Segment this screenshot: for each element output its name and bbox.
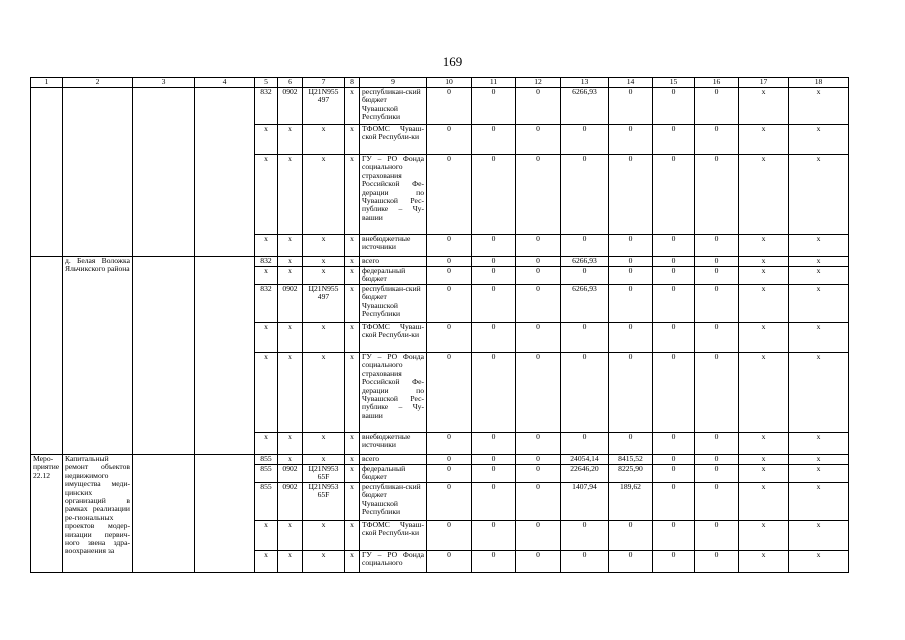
value-cell: 0 xyxy=(695,257,739,267)
col5-cell: x xyxy=(255,551,278,573)
col9-cell: республикан-ский бюджет Чувашской Республики xyxy=(360,285,427,323)
value-cell: 0 xyxy=(695,465,739,483)
value-cell: 0 xyxy=(653,235,695,257)
value-cell: 0 xyxy=(653,125,695,155)
col6-cell: 0902 xyxy=(278,88,303,125)
col7-cell: x xyxy=(303,267,345,285)
col9-cell: ТФОМС Чуваш-ской Республи-ки xyxy=(360,125,427,155)
value-cell: 8225,90 xyxy=(609,465,653,483)
value-cell: 0 xyxy=(427,455,472,465)
value-cell: 0 xyxy=(561,267,609,285)
value-cell: 0 xyxy=(516,267,561,285)
col2-cell: д. Белая Воложка Яльчикского района xyxy=(63,257,133,455)
value-cell: 0 xyxy=(472,267,516,285)
value-cell: 0 xyxy=(427,125,472,155)
value-cell: 0 xyxy=(695,235,739,257)
value-cell: 0 xyxy=(427,521,472,551)
col8-cell: x xyxy=(345,455,360,465)
col1-cell xyxy=(31,88,63,257)
col6-cell: x xyxy=(278,235,303,257)
value-cell: 0 xyxy=(427,433,472,455)
value-cell: 0 xyxy=(561,323,609,353)
value-cell: x xyxy=(739,455,789,465)
value-cell: 0 xyxy=(609,257,653,267)
value-cell: 0 xyxy=(472,155,516,235)
col8-cell: x xyxy=(345,433,360,455)
col7-cell: x xyxy=(303,155,345,235)
col7-cell: Ц21N953 65F xyxy=(303,465,345,483)
col6-cell: x xyxy=(278,433,303,455)
value-cell: 0 xyxy=(516,235,561,257)
column-header: 6 xyxy=(278,78,303,88)
col7-cell: x xyxy=(303,125,345,155)
col5-cell: x xyxy=(255,323,278,353)
value-cell: 0 xyxy=(609,125,653,155)
value-cell: 0 xyxy=(653,267,695,285)
value-cell: 0 xyxy=(427,285,472,323)
value-cell: 6266,93 xyxy=(561,257,609,267)
value-cell: 0 xyxy=(472,257,516,267)
col5-cell: x xyxy=(255,125,278,155)
value-cell: x xyxy=(789,483,849,521)
value-cell: 0 xyxy=(427,465,472,483)
value-cell: x xyxy=(789,285,849,323)
col9-cell: федеральный бюджет xyxy=(360,267,427,285)
value-cell: 0 xyxy=(472,455,516,465)
col3-cell xyxy=(133,257,195,455)
value-cell: 0 xyxy=(653,323,695,353)
col2-cell: Капитальный ремонт объектов недвижимого имущества меди-цинских организаций в рамках реализации ре-гиональных проектов модер-низации первич-ного звена здра-воохранения за xyxy=(63,455,133,573)
col7-cell: Ц21N953 65F xyxy=(303,483,345,521)
value-cell: x xyxy=(789,455,849,465)
col7-cell: x xyxy=(303,235,345,257)
table-body xyxy=(31,78,849,573)
col5-cell: x xyxy=(255,235,278,257)
value-cell: 0 xyxy=(653,155,695,235)
col8-cell: x xyxy=(345,353,360,433)
col8-cell: x xyxy=(345,235,360,257)
col8-cell: x xyxy=(345,125,360,155)
col5-cell: x xyxy=(255,353,278,433)
col6-cell: x xyxy=(278,323,303,353)
col5-cell: x xyxy=(255,433,278,455)
column-header: 3 xyxy=(133,78,195,88)
column-header: 7 xyxy=(303,78,345,88)
value-cell: x xyxy=(739,88,789,125)
table-row xyxy=(31,257,849,267)
value-cell: 0 xyxy=(695,155,739,235)
col6-cell: 0902 xyxy=(278,285,303,323)
value-cell: 0 xyxy=(472,433,516,455)
value-cell: 0 xyxy=(472,353,516,433)
value-cell: 0 xyxy=(653,353,695,433)
value-cell: 0 xyxy=(472,88,516,125)
value-cell: x xyxy=(789,125,849,155)
value-cell: 0 xyxy=(609,521,653,551)
column-header: 12 xyxy=(516,78,561,88)
col3-cell xyxy=(133,455,195,573)
value-cell: 24054,14 xyxy=(561,455,609,465)
value-cell: 0 xyxy=(516,521,561,551)
col6-cell: x xyxy=(278,455,303,465)
value-cell: 0 xyxy=(427,88,472,125)
col7-cell: Ц21N955 497 xyxy=(303,88,345,125)
value-cell: x xyxy=(789,433,849,455)
value-cell: 0 xyxy=(695,353,739,433)
value-cell: x xyxy=(789,235,849,257)
value-cell: x xyxy=(789,465,849,483)
col7-cell: x xyxy=(303,433,345,455)
col5-cell: 832 xyxy=(255,285,278,323)
col9-cell: федеральный бюджет xyxy=(360,465,427,483)
value-cell: 0 xyxy=(653,433,695,455)
column-header: 1 xyxy=(31,78,63,88)
col3-cell xyxy=(133,88,195,257)
value-cell: 0 xyxy=(472,125,516,155)
value-cell: 0 xyxy=(653,483,695,521)
value-cell: 0 xyxy=(472,323,516,353)
value-cell: x xyxy=(789,257,849,267)
col6-cell: x xyxy=(278,257,303,267)
value-cell: 0 xyxy=(695,285,739,323)
value-cell: x xyxy=(739,155,789,235)
column-header: 11 xyxy=(472,78,516,88)
value-cell: 0 xyxy=(653,88,695,125)
value-cell: 0 xyxy=(695,521,739,551)
col7-cell: x xyxy=(303,257,345,267)
col8-cell: x xyxy=(345,465,360,483)
column-header: 17 xyxy=(739,78,789,88)
value-cell: 0 xyxy=(609,353,653,433)
column-header: 18 xyxy=(789,78,849,88)
col5-cell: 855 xyxy=(255,483,278,521)
value-cell: 0 xyxy=(516,285,561,323)
value-cell: 0 xyxy=(609,285,653,323)
value-cell: 0 xyxy=(472,285,516,323)
col9-cell: ГУ – РО Фонда социального страхования Российской Фе-дерации по Чувашской Рес-публике – Чу-вашии xyxy=(360,155,427,235)
value-cell: x xyxy=(739,323,789,353)
col8-cell: x xyxy=(345,267,360,285)
value-cell: x xyxy=(739,521,789,551)
col8-cell: x xyxy=(345,551,360,573)
value-cell: 0 xyxy=(472,483,516,521)
value-cell: 0 xyxy=(609,267,653,285)
col5-cell: x xyxy=(255,155,278,235)
col7-cell: x xyxy=(303,455,345,465)
value-cell: 0 xyxy=(561,433,609,455)
value-cell: 0 xyxy=(653,455,695,465)
value-cell: x xyxy=(739,551,789,573)
value-cell: 0 xyxy=(561,551,609,573)
value-cell: 0 xyxy=(516,551,561,573)
col7-cell: x xyxy=(303,353,345,433)
col1-cell: Меро-приятие 22.12 xyxy=(31,455,63,573)
value-cell: 0 xyxy=(516,323,561,353)
value-cell: 0 xyxy=(516,155,561,235)
value-cell: 0 xyxy=(516,455,561,465)
col6-cell: 0902 xyxy=(278,465,303,483)
col6-cell: x xyxy=(278,155,303,235)
value-cell: 0 xyxy=(516,483,561,521)
col9-cell: республикан-ский бюджет Чувашской Республики xyxy=(360,483,427,521)
col7-cell: x xyxy=(303,323,345,353)
col5-cell: 855 xyxy=(255,465,278,483)
value-cell: 0 xyxy=(427,257,472,267)
table-row xyxy=(31,455,849,465)
col9-cell: внебюджетные источники xyxy=(360,235,427,257)
value-cell: 0 xyxy=(561,155,609,235)
col8-cell: x xyxy=(345,257,360,267)
value-cell: 0 xyxy=(695,433,739,455)
col9-cell: ТФОМС Чуваш-ской Республи-ки xyxy=(360,323,427,353)
value-cell: x xyxy=(789,521,849,551)
col7-cell: Ц21N955 497 xyxy=(303,285,345,323)
value-cell: 0 xyxy=(653,551,695,573)
value-cell: 0 xyxy=(427,155,472,235)
value-cell: 0 xyxy=(561,521,609,551)
col9-cell: внебюджетные источники xyxy=(360,433,427,455)
value-cell: x xyxy=(739,433,789,455)
value-cell: 0 xyxy=(695,455,739,465)
value-cell: 0 xyxy=(695,88,739,125)
col8-cell: x xyxy=(345,521,360,551)
col8-cell: x xyxy=(345,323,360,353)
value-cell: 0 xyxy=(653,285,695,323)
col5-cell: x xyxy=(255,521,278,551)
column-header: 4 xyxy=(195,78,255,88)
value-cell: 0 xyxy=(427,551,472,573)
value-cell: x xyxy=(739,285,789,323)
col8-cell: x xyxy=(345,88,360,125)
value-cell: 0 xyxy=(472,465,516,483)
value-cell: x xyxy=(789,323,849,353)
column-header: 8 xyxy=(345,78,360,88)
col2-cell xyxy=(63,88,133,257)
col4-cell xyxy=(195,88,255,257)
value-cell: x xyxy=(789,353,849,433)
value-cell: 0 xyxy=(609,433,653,455)
value-cell: 189,62 xyxy=(609,483,653,521)
value-cell: 0 xyxy=(427,353,472,433)
value-cell: 0 xyxy=(427,267,472,285)
col5-cell: x xyxy=(255,267,278,285)
col9-cell: всего xyxy=(360,257,427,267)
value-cell: 0 xyxy=(516,257,561,267)
value-cell: 22646,20 xyxy=(561,465,609,483)
col7-cell: x xyxy=(303,551,345,573)
value-cell: 0 xyxy=(561,125,609,155)
value-cell: 0 xyxy=(561,353,609,433)
value-cell: x xyxy=(789,88,849,125)
col6-cell: 0902 xyxy=(278,483,303,521)
value-cell: x xyxy=(789,551,849,573)
value-cell: 8415,52 xyxy=(609,455,653,465)
value-cell: 0 xyxy=(609,323,653,353)
value-cell: 0 xyxy=(516,353,561,433)
column-header: 9 xyxy=(360,78,427,88)
value-cell: 0 xyxy=(516,433,561,455)
col6-cell: x xyxy=(278,521,303,551)
col9-cell: всего xyxy=(360,455,427,465)
header-row xyxy=(31,78,849,88)
value-cell: 0 xyxy=(695,323,739,353)
value-cell: 0 xyxy=(427,483,472,521)
col8-cell: x xyxy=(345,483,360,521)
value-cell: 0 xyxy=(695,125,739,155)
col9-cell: ГУ – РО Фонда социального страхования Российской Фе-дерации по Чувашской Рес-публике – Чу-вашии xyxy=(360,353,427,433)
value-cell: x xyxy=(739,353,789,433)
col6-cell: x xyxy=(278,125,303,155)
value-cell: x xyxy=(739,483,789,521)
budget-table xyxy=(30,77,849,573)
value-cell: x xyxy=(739,257,789,267)
value-cell: 0 xyxy=(695,267,739,285)
value-cell: 0 xyxy=(561,235,609,257)
value-cell: x xyxy=(739,267,789,285)
value-cell: 0 xyxy=(695,483,739,521)
table-row xyxy=(31,88,849,125)
value-cell: 0 xyxy=(609,88,653,125)
value-cell: x xyxy=(789,155,849,235)
value-cell: 0 xyxy=(653,257,695,267)
col5-cell: 832 xyxy=(255,257,278,267)
value-cell: 0 xyxy=(609,235,653,257)
col9-cell: республикан-ский бюджет Чувашской Республики xyxy=(360,88,427,125)
col4-cell xyxy=(195,455,255,573)
col9-cell: ГУ – РО Фонда социального xyxy=(360,551,427,573)
col5-cell: 855 xyxy=(255,455,278,465)
value-cell: 6266,93 xyxy=(561,285,609,323)
column-header: 14 xyxy=(609,78,653,88)
value-cell: 0 xyxy=(472,551,516,573)
column-header: 15 xyxy=(653,78,695,88)
col5-cell: 832 xyxy=(255,88,278,125)
value-cell: 0 xyxy=(516,465,561,483)
col9-cell: ТФОМС Чуваш-ской Республи-ки xyxy=(360,521,427,551)
col7-cell: x xyxy=(303,521,345,551)
value-cell: 0 xyxy=(609,551,653,573)
value-cell: 0 xyxy=(695,551,739,573)
col6-cell: x xyxy=(278,551,303,573)
value-cell: x xyxy=(739,465,789,483)
value-cell: 0 xyxy=(653,521,695,551)
value-cell: 6266,93 xyxy=(561,88,609,125)
column-header: 2 xyxy=(63,78,133,88)
column-header: 10 xyxy=(427,78,472,88)
col8-cell: x xyxy=(345,155,360,235)
column-header: 5 xyxy=(255,78,278,88)
value-cell: 0 xyxy=(516,88,561,125)
value-cell: 0 xyxy=(472,521,516,551)
column-header: 13 xyxy=(561,78,609,88)
col8-cell: x xyxy=(345,285,360,323)
value-cell: 0 xyxy=(472,235,516,257)
value-cell: 0 xyxy=(653,465,695,483)
value-cell: x xyxy=(789,267,849,285)
value-cell: x xyxy=(739,125,789,155)
column-header: 16 xyxy=(695,78,739,88)
value-cell: x xyxy=(739,235,789,257)
col6-cell: x xyxy=(278,267,303,285)
col6-cell: x xyxy=(278,353,303,433)
col1-cell xyxy=(31,257,63,455)
value-cell: 0 xyxy=(609,155,653,235)
col4-cell xyxy=(195,257,255,455)
page-number: 169 xyxy=(442,54,463,69)
value-cell: 0 xyxy=(427,235,472,257)
value-cell: 0 xyxy=(516,125,561,155)
value-cell: 1407,94 xyxy=(561,483,609,521)
value-cell: 0 xyxy=(427,323,472,353)
